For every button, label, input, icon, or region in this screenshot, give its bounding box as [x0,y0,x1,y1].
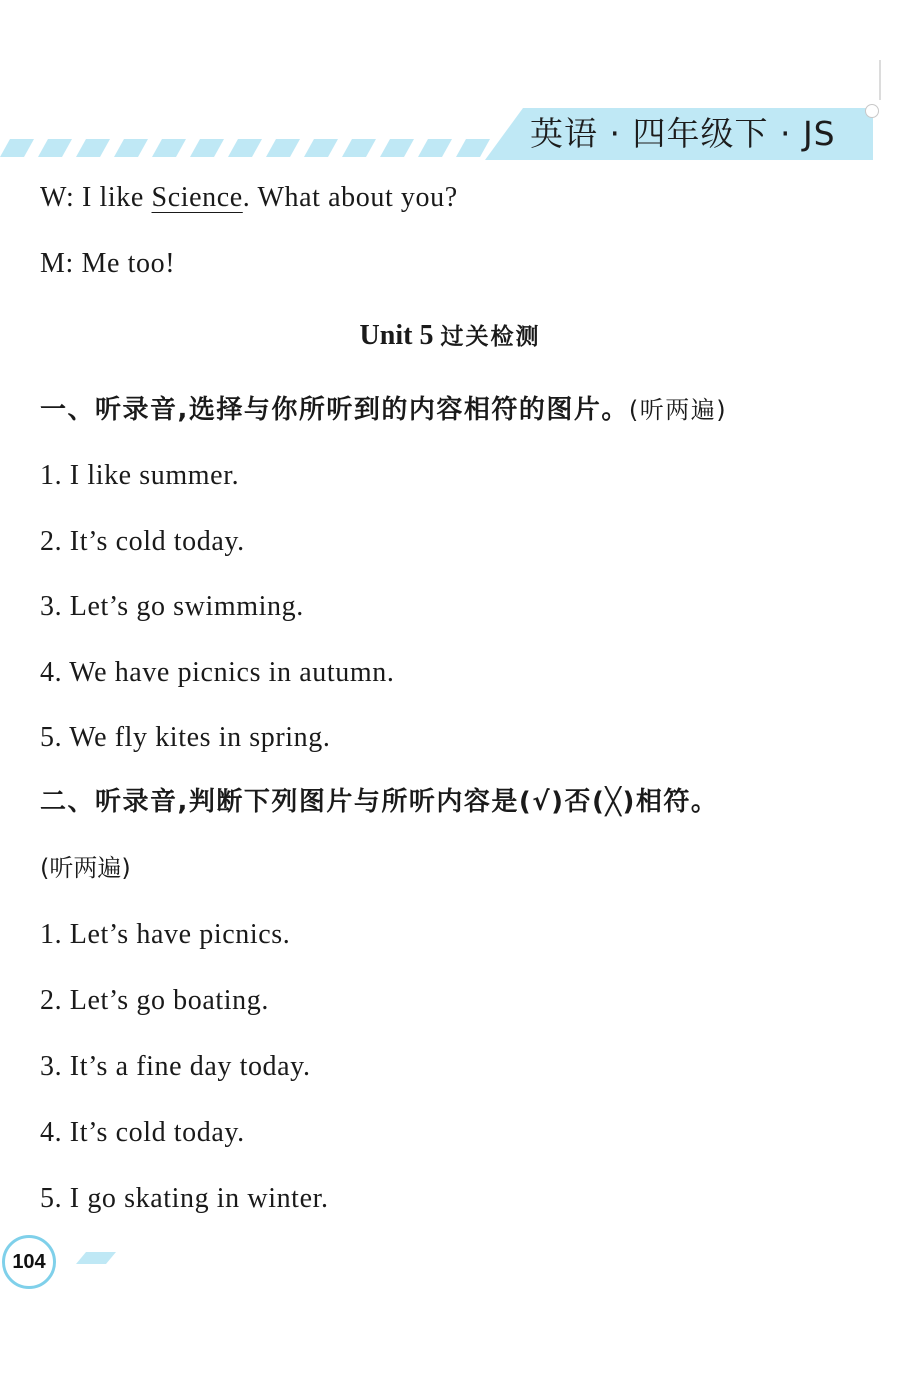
section-1-item: 4. We have picnics in autumn. [40,657,395,688]
section-2-item: 2. Let’s go boating. [40,985,269,1016]
dialogue-text: Me too! [73,248,176,279]
section-1-item: 2. It’s cold today. [40,526,245,557]
page-number: 104 [12,1250,46,1273]
page-number-badge [2,1235,56,1289]
section-1-heading-text: 一、听录音,选择与你所听到的内容相符的图片。 [40,395,629,425]
section-1-item: 5. We fly kites in spring. [40,722,331,753]
underlined-answer: Science [151,182,243,213]
dialogue-line-w [40,180,458,216]
section-2-heading: 二、听录音,判断下列图片与所听内容是(√)否(╳)相符。 [40,787,719,817]
speaker-separator: : [66,182,75,213]
section-1-note: (听两遍) [628,396,728,424]
dialogue-text-after: . What about you? [242,182,458,213]
header-stripe-decoration [0,139,560,157]
section-2-item: 5. I go skating in winter. [40,1183,329,1214]
dialogue-line-m [40,246,175,282]
section-1-item: 1. I like summer. [40,460,240,491]
dialogue-text-before: I like [74,182,152,213]
section-1-item: 3. Let’s go swimming. [40,591,304,622]
section-2-item: 3. It’s a fine day today. [40,1051,311,1082]
speaker-separator: : [65,248,74,279]
header-dot-icon [865,104,879,118]
unit-title-cn: 过关检测 [440,324,541,350]
book-title: 英语 · 四年级下 · JS [530,114,836,153]
unit-title [0,318,900,355]
header-edge-line [879,60,881,100]
speaker-label: W [40,182,66,213]
section-2-item: 4. It’s cold today. [40,1117,245,1148]
section-2-item: 1. Let’s have picnics. [40,919,291,950]
section-1-heading [40,392,727,428]
unit-title-en: Unit 5 [359,320,441,351]
speaker-label: M [40,248,66,279]
footer-stripe-decoration [76,1252,116,1264]
section-2-note: (听两遍) [40,854,131,882]
